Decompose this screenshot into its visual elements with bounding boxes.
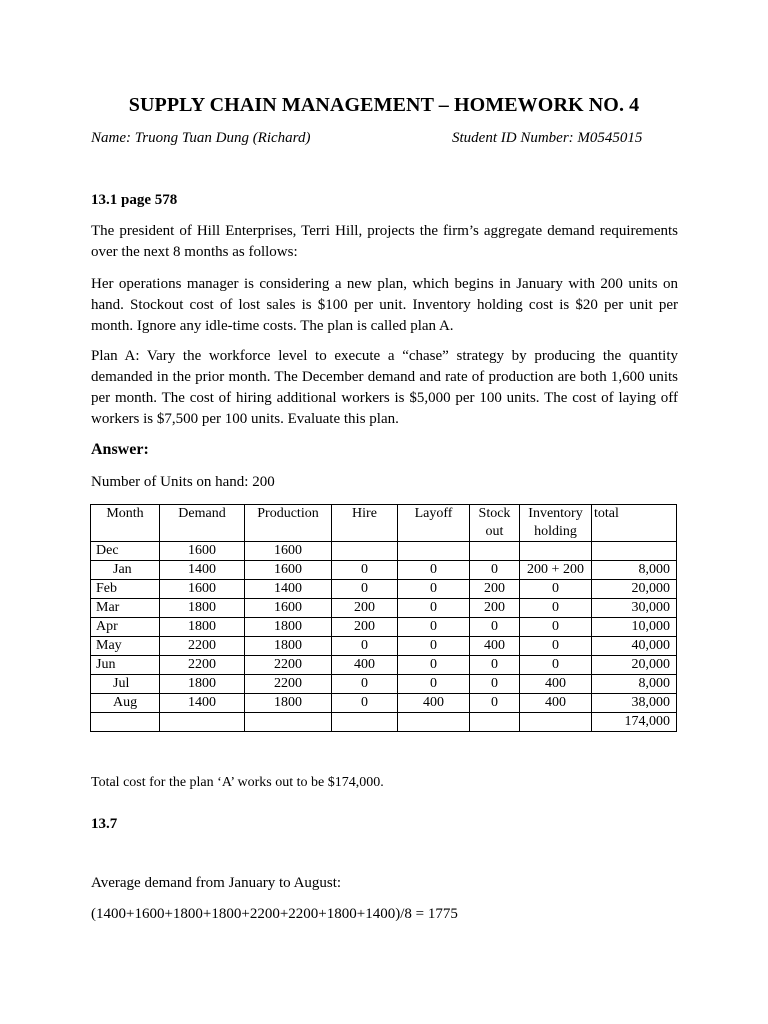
- col-header: Demand: [160, 505, 245, 542]
- table-cell: 0: [398, 561, 470, 580]
- table-cell: 0: [520, 580, 592, 599]
- col-header: total: [592, 505, 677, 542]
- table-cell: Jan: [91, 561, 160, 580]
- table-cell: 1800: [245, 694, 332, 713]
- table-cell: 0: [332, 580, 398, 599]
- table-cell: 200: [332, 599, 398, 618]
- table-cell: 2200: [160, 656, 245, 675]
- answer-heading: Answer:: [91, 441, 149, 458]
- table-cell: 0: [398, 637, 470, 656]
- units-on-hand: Number of Units on hand: 200: [91, 474, 275, 490]
- table-cell: 0: [520, 618, 592, 637]
- col-header: Month: [91, 505, 160, 542]
- table-row: [91, 580, 677, 599]
- table-cell: 174,000: [592, 713, 677, 732]
- table-cell: Aug: [91, 694, 160, 713]
- table-cell: 0: [398, 580, 470, 599]
- table-header-row: [91, 505, 677, 542]
- table-cell: Feb: [91, 580, 160, 599]
- table-cell: 1600: [245, 599, 332, 618]
- table-cell: [91, 713, 160, 732]
- table-row: [91, 637, 677, 656]
- table-cell: 1800: [160, 618, 245, 637]
- table-cell: 0: [332, 561, 398, 580]
- table-row: [91, 618, 677, 637]
- paragraph-plan-setup: Her operations manager is considering a new plan, which begins in January with 200 units on hand. Stockout cost of lost sales is $100 per unit. Inventory holding cost is $20 per unit per month. Ignore any idle-time costs. The plan is called plan A.: [91, 276, 678, 334]
- table-row: [91, 542, 677, 561]
- table-cell: 0: [398, 656, 470, 675]
- table-cell: 8,000: [592, 561, 677, 580]
- paragraph-intro: The president of Hill Enterprises, Terri Hill, projects the firm’s aggregate demand requirements over the next 8 months as follows:: [91, 223, 678, 260]
- table-cell: 2200: [245, 675, 332, 694]
- table-row: [91, 713, 677, 732]
- table-cell: 8,000: [592, 675, 677, 694]
- student-name: Name: Truong Tuan Dung (Richard): [91, 130, 311, 146]
- table-cell: 10,000: [592, 618, 677, 637]
- table-cell: 1400: [245, 580, 332, 599]
- table-cell: 0: [470, 656, 520, 675]
- table-cell: Apr: [91, 618, 160, 637]
- table-cell: 1800: [160, 675, 245, 694]
- table-cell: 0: [398, 618, 470, 637]
- table-cell: 2200: [245, 656, 332, 675]
- table-cell: [520, 542, 592, 561]
- table-cell: 2200: [160, 637, 245, 656]
- table-row: [91, 561, 677, 580]
- average-formula: (1400+1600+1800+1800+2200+2200+1800+1400)/8 = 1775: [91, 906, 458, 922]
- col-header: Stock out: [470, 505, 520, 542]
- table-row: [91, 675, 677, 694]
- table-cell: 38,000: [592, 694, 677, 713]
- table-cell: 1600: [160, 542, 245, 561]
- table-cell: [245, 713, 332, 732]
- table-cell: 400: [332, 656, 398, 675]
- table-cell: 1600: [160, 580, 245, 599]
- table-cell: [470, 542, 520, 561]
- table-cell: [398, 713, 470, 732]
- table-row: [91, 694, 677, 713]
- table-cell: 400: [520, 675, 592, 694]
- col-header: Inventory holding: [520, 505, 592, 542]
- table-cell: 0: [520, 637, 592, 656]
- table-cell: 40,000: [592, 637, 677, 656]
- table-row: [91, 599, 677, 618]
- table-cell: 1400: [160, 561, 245, 580]
- author-line: [91, 130, 671, 147]
- student-id: Student ID Number: M0545015: [452, 130, 643, 146]
- table-cell: 20,000: [592, 580, 677, 599]
- table-cell: 20,000: [592, 656, 677, 675]
- table-cell: 1600: [245, 561, 332, 580]
- table-cell: 400: [520, 694, 592, 713]
- table-cell: 0: [398, 675, 470, 694]
- total-cost-line: Total cost for the plan ‘A’ works out to be $174,000.: [91, 775, 384, 790]
- table-cell: [332, 542, 398, 561]
- table-cell: 0: [520, 599, 592, 618]
- table-cell: 1400: [160, 694, 245, 713]
- table-cell: Dec: [91, 542, 160, 561]
- table-cell: May: [91, 637, 160, 656]
- plan-a-table: [90, 504, 677, 732]
- table-cell: [520, 713, 592, 732]
- table-cell: 200: [470, 599, 520, 618]
- col-header: Layoff: [398, 505, 470, 542]
- table-cell: [398, 542, 470, 561]
- table-cell: 0: [520, 656, 592, 675]
- table-cell: 1600: [245, 542, 332, 561]
- table-cell: 200: [332, 618, 398, 637]
- table-cell: [332, 713, 398, 732]
- col-header: Hire: [332, 505, 398, 542]
- table-cell: 30,000: [592, 599, 677, 618]
- table-cell: 0: [470, 618, 520, 637]
- table-cell: 0: [470, 561, 520, 580]
- table-cell: [470, 713, 520, 732]
- table-cell: Mar: [91, 599, 160, 618]
- paragraph-plan-a: Plan A: Vary the workforce level to execute a “chase” strategy by producing the quantity demanded in the prior month. The December demand and rate of production are both 1,600 units per month. The cost of hiring additional workers is $5,000 per 100 units. The cost of laying off workers is $7,500 per 100 units. Evaluate this plan.: [91, 348, 678, 427]
- table-row: [91, 656, 677, 675]
- table-cell: Jul: [91, 675, 160, 694]
- table-cell: Jun: [91, 656, 160, 675]
- table-cell: 400: [398, 694, 470, 713]
- table-cell: 1800: [245, 618, 332, 637]
- table-cell: 200: [470, 580, 520, 599]
- table-cell: 0: [332, 637, 398, 656]
- average-label: Average demand from January to August:: [91, 875, 342, 891]
- col-header: Production: [245, 505, 332, 542]
- table-cell: [592, 542, 677, 561]
- table-cell: 400: [470, 637, 520, 656]
- document-title: SUPPLY CHAIN MANAGEMENT – HOMEWORK NO. 4: [128, 94, 640, 116]
- table-cell: 0: [470, 675, 520, 694]
- table-cell: 0: [398, 599, 470, 618]
- table-cell: 0: [470, 694, 520, 713]
- table-cell: 0: [332, 694, 398, 713]
- table-cell: 200 + 200: [520, 561, 592, 580]
- table-cell: 1800: [160, 599, 245, 618]
- section-heading-13-1: 13.1 page 578: [91, 192, 178, 208]
- table-cell: [160, 713, 245, 732]
- table-cell: 0: [332, 675, 398, 694]
- section-heading-13-7: 13.7: [91, 816, 118, 832]
- table-cell: 1800: [245, 637, 332, 656]
